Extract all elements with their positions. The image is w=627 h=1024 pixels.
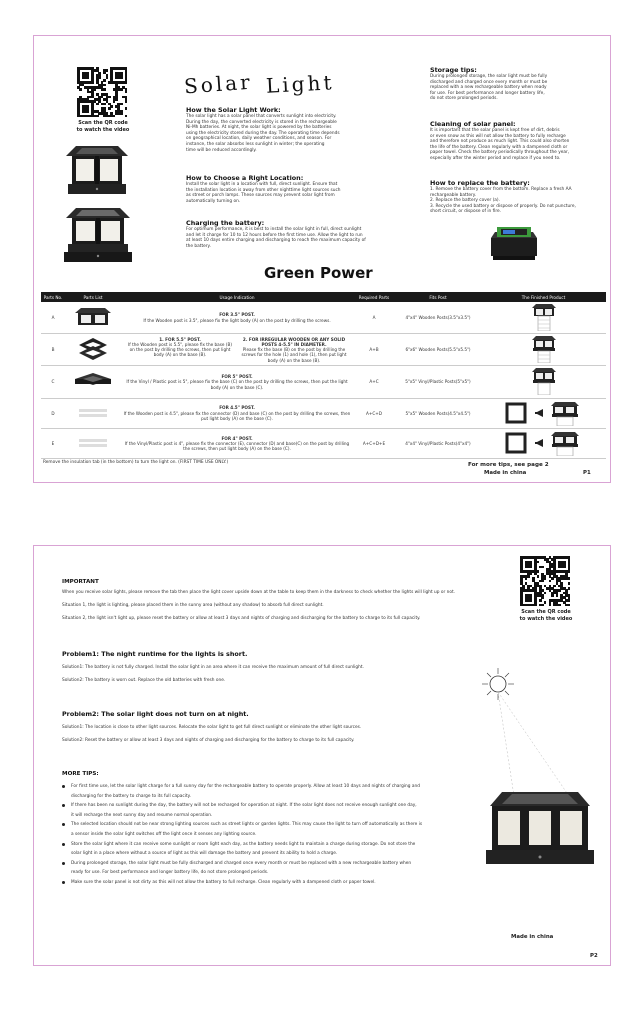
problem2-section xyxy=(62,710,492,747)
qr-caption: Scan the QR code to watch the video xyxy=(76,120,130,133)
qr-code-icon[interactable] xyxy=(77,67,127,117)
table-row xyxy=(41,428,606,458)
section-heading: Storage tips: xyxy=(430,66,477,74)
part-image xyxy=(65,366,121,398)
tip-line: it will recharge the next sunny day and resume normal operation. xyxy=(71,812,213,818)
part-number: E xyxy=(41,428,65,458)
page-number: P2 xyxy=(590,953,598,959)
section-heading: How to Choose a Right Location: xyxy=(186,174,304,182)
made-in-label: Made in china xyxy=(484,470,527,476)
required-parts: A+C xyxy=(353,366,395,398)
required-parts: A+B xyxy=(353,334,395,366)
bullet-icon xyxy=(62,804,65,807)
tip-line: If there has been no sunlight during the day, the battery will not be recharged for operation at night. If the solar light does not receive enough sunlight one day, xyxy=(62,801,502,811)
section-heading: Problem1: The night runtime for the lights is short. xyxy=(62,650,248,658)
manual-page-1 xyxy=(33,35,611,483)
finished-product-image xyxy=(481,334,606,366)
text-line: For optimum performance, it is best to install the solar light in full, direct sunlight xyxy=(186,227,362,232)
column-header: Fits Post xyxy=(395,292,481,302)
sun-and-lamp-illustration xyxy=(434,626,604,866)
tip-line: During prolonged storage, the solar light must be fully discharged and charged once every month or must be replaced with a new rechargeable battery when xyxy=(62,859,502,869)
text-line: especially after the winter period and replace if you need to. xyxy=(430,155,561,161)
section-body xyxy=(186,182,376,204)
text-line: Situation 2, the light isn't light up, please reset the battery or allow at least 3 days and nights of charging and discharging for the battery to charge to its full capacity. xyxy=(62,616,421,621)
part-image xyxy=(65,398,121,428)
solar-light-image xyxy=(62,140,132,202)
section-heading: How to replace the battery: xyxy=(430,179,530,187)
usage-cell: FOR 3.5" POST. If the Wooden post is 3.5", please fix the light body (A) on the post by drilling the screws. xyxy=(121,302,353,334)
text-line: do not store prolonged periods. xyxy=(430,96,498,102)
qr-caption: Scan the QR code to watch the video xyxy=(519,609,573,622)
text-line: Situation 1, the light is lighting, please placed them in the sunny area (without any shadow) to absorb full direct sunlight. xyxy=(62,603,324,608)
finished-product-image xyxy=(481,428,606,458)
column-header: Usage Indication xyxy=(121,292,353,302)
parts-table xyxy=(41,292,606,459)
manual-page-2 xyxy=(33,545,611,966)
table-row xyxy=(41,366,606,398)
tip-line: For first time use, let the solar light charge for a full sunny day for the rechargeable battery to operate properly. Allow at least 10 days and nights of charging and xyxy=(62,782,502,792)
storage-section xyxy=(430,66,605,102)
table-row xyxy=(41,302,606,334)
part-number: A xyxy=(41,302,65,334)
location-section xyxy=(186,174,376,204)
usage-cell: FOR 4.5" POST. If the Wooden post is 4.5", please fix the connector (D) and base (C) on the post by drilling the screws, then put light body (A) on the base (C). xyxy=(121,398,353,428)
table-header-row xyxy=(41,292,606,302)
finished-product-image xyxy=(481,398,606,428)
text-line: and let it charge for 10 to 12 hours before the first time use. Allow the light to run xyxy=(186,232,363,238)
text-line: paper towel. Check the battery periodically throughout the year, xyxy=(430,150,570,156)
solar-light-base-image xyxy=(60,206,136,268)
important-section xyxy=(62,578,492,625)
column-header: Required Parts xyxy=(353,292,395,302)
text-line: Install the solar light in a location with full, direct sunlight. Ensure that xyxy=(186,182,338,187)
text-line: at least 10 days entire charging and discharging to reach the maximum capacity of xyxy=(186,238,366,244)
finished-product-image xyxy=(481,366,606,398)
page-number: P1 xyxy=(583,470,591,476)
text-line: automatically turning on. xyxy=(186,198,241,204)
part-image xyxy=(65,428,121,458)
text-line: The solar light has a solar panel that converts sunlight into electricity. xyxy=(186,114,337,119)
bullet-icon xyxy=(62,862,65,865)
text-line: for use. For best performance and longer battery life, xyxy=(430,90,545,96)
text-line: instance, the solar absorbs less sunlight in winter; the operating xyxy=(186,141,325,147)
text-line: on geographical location, daily weather conditions, and season. For xyxy=(186,136,332,142)
fits-post: 6"x6" Wooden Posts(5.5"x5.5") xyxy=(395,334,481,366)
fits-post: 5"x5" Vinyl/Plastic Posts(5"x5") xyxy=(395,366,481,398)
text-line: 3. Recycle the used battery or dispose of properly. Do not puncture, xyxy=(430,203,576,209)
section-heading: How the Solar Light Work: xyxy=(186,106,281,114)
usage-cell: 1. FOR 5.5" POST. If the Wooden post is 5.5", please fix the base (B) on the post by drilling the screws, then put light body (A) on the base (B). 2. FOR IRREGULAR WOODEN OR ANY SOLID POSTS 4-5.5" IN DIAMETER. Please fix the base (B) on the post by drilling the screws for the hole (1) and hole (1), then put light body (A) on the base (B). xyxy=(121,334,353,366)
bullet-icon xyxy=(62,881,65,884)
text-line: the life of the battery. Clean regularly with a dampened cloth or xyxy=(430,144,568,150)
section-body xyxy=(186,227,381,249)
text-line: time will be reduced accordingly. xyxy=(186,147,257,153)
text-line: 2. Replace the battery cover (a). xyxy=(430,198,500,204)
text-line: using the electricity stored during the day. The operating time depends xyxy=(186,130,340,136)
problem1-section xyxy=(62,650,492,687)
usage-cell: FOR 5" POST. If the Vinyl / Plastic post is 5", please fix the base (C) on the post by drilling the screws, then put the light body (A) on the base (C). xyxy=(121,366,353,398)
text-line: It is important that the solar panel is kept free of dirt, debris xyxy=(430,128,560,133)
tip-line: ready for use. For best performance and longer battery life, do not store prolonged periods. xyxy=(71,870,269,876)
section-body xyxy=(62,661,492,687)
text-line: 1. Remove the battery cover from the bottom. Replace a fresh AA xyxy=(430,187,572,192)
bullet-icon xyxy=(62,785,65,788)
text-line: During the day, the converted electricity is stored in the rechargeable xyxy=(186,119,337,125)
column-header: The Finished Product xyxy=(481,292,606,302)
text-line: Solution1: The battery is not fully charged. Install the solar light in an area where it can receive the maximum amount of full direct sunlight. xyxy=(62,665,364,670)
tip-line: Make sure the solar panel is not dirty as this will not allow the battery to full recharge. Clean regularly with a dampened cloth or paper towel. xyxy=(62,878,502,888)
section-body xyxy=(62,721,492,747)
section-body xyxy=(430,187,605,215)
section-heading: Cleaning of solar panel: xyxy=(430,120,516,128)
qr-code-icon[interactable] xyxy=(520,556,570,606)
required-parts: A+C+D xyxy=(353,398,395,428)
section-body xyxy=(430,74,605,102)
usage-cell: FOR 4" POST. If the Vinyl/Plastic post is 4", please fix the connector (E), connector (D) and base(C) on the post by drilling the screws, then put light body (A) on the base (C). xyxy=(121,428,353,458)
cleaning-section xyxy=(430,120,605,162)
fits-post: 4"x4" Vinyl/Plastic Posts(4"x4") xyxy=(395,428,481,458)
charging-section xyxy=(186,219,381,249)
text-line: Solution2: Reset the battery or allow at least 3 days and nights of charging and discharging for the battery to charge to its full capacity. xyxy=(62,738,355,743)
section-heading: Charging the battery: xyxy=(186,219,265,227)
fits-post: 4"x4" Wooden Posts(3.5"x3.5") xyxy=(395,302,481,334)
green-power-heading: Green Power xyxy=(264,264,373,282)
text-line: and therefore not produce as much light. This could also shorten xyxy=(430,139,570,145)
text-line: the battery. xyxy=(186,243,211,249)
finished-product-image xyxy=(481,302,606,334)
text-line: During prolonged storage, the solar light must be fully xyxy=(430,74,548,79)
column-header: Parts No. xyxy=(41,292,65,302)
section-body xyxy=(430,128,605,162)
text-line: When you receive solar lights, please remove the tab then place the light cover upside down at the table to keep them in the darkness to check whether the lights will light up or not. xyxy=(62,590,456,595)
tip-line: discharging for the battery to charge to its full capacity. xyxy=(71,793,191,799)
text-line: or even snow as this will not allow the battery to fully recharge xyxy=(430,133,566,139)
part-number: D xyxy=(41,398,65,428)
table-row xyxy=(41,398,606,428)
column-header: Parts List xyxy=(65,292,121,302)
text-line: short circuit, or dispose of in fire. xyxy=(430,209,502,215)
text-line: Ni-Mh batteries. At night, the solar light is powered by the batteries xyxy=(186,125,332,131)
text-line: replaced with a new rechargeable battery when ready xyxy=(430,85,547,91)
part-number: C xyxy=(41,366,65,398)
made-in-label: Made in china xyxy=(511,934,554,940)
table-row xyxy=(41,334,606,366)
bullet-icon xyxy=(62,823,65,826)
text-line: the installation location is away from other nighttime light sources such xyxy=(186,187,341,193)
footnote: Remove the insulation tab (in the bottom) to turn the light on. (FIRST TIME USE ONLY.) xyxy=(43,460,229,465)
section-body xyxy=(62,586,492,625)
fits-post: 5"x5" Wooden Posts(4.5"x4.5") xyxy=(395,398,481,428)
how-it-works-section xyxy=(186,106,376,153)
section-heading: IMPORTANT xyxy=(62,579,99,585)
text-line: Solution2: The battery is worn out. Replace the old batteries with fresh one. xyxy=(62,678,226,683)
text-line: Solution1: The location is close to other light sources. Relocate the solar light to get full direct sunlight or eliminate the other light sources. xyxy=(62,725,362,730)
battery-compartment-image xyxy=(489,224,539,262)
more-tips-heading: MORE TIPS: xyxy=(62,771,99,777)
replace-battery-section xyxy=(430,179,605,215)
tip-line: solar light in a place where without a source of light as this will damage the battery and prevent its ability to hold a charge. xyxy=(71,851,338,857)
text-line: discharged and charged once every month or must be xyxy=(430,79,548,85)
required-parts: A+C+D+E xyxy=(353,428,395,458)
required-parts: A xyxy=(353,302,395,334)
section-body xyxy=(186,114,376,153)
part-image xyxy=(65,302,121,334)
more-tips-note: For more tips, see page 2 xyxy=(468,462,549,468)
tip-line: The selected location should not be near strong lighting sources such as street lights or garden lights. This may cause the light to turn off automatically as there is xyxy=(62,820,502,830)
tip-line: a sensor inside the solar light switches off the light once it senses any lighting source. xyxy=(71,831,257,837)
tip-line: Store the solar light where it can receive some sunlight or room light each day, as the battery needs light to maintain a charge during storage. Do not store the xyxy=(62,840,502,850)
bullet-icon xyxy=(62,843,65,846)
part-image xyxy=(65,334,121,366)
text-line: as street or porch lamps. These sources may prevent solar light from xyxy=(186,193,335,199)
part-number: B xyxy=(41,334,65,366)
sun-icon xyxy=(482,668,514,700)
page-title: Solar Light xyxy=(183,69,335,99)
section-heading: Problem2: The solar light does not turn on at night. xyxy=(62,710,249,718)
text-line: rechargeable battery. xyxy=(430,192,477,198)
